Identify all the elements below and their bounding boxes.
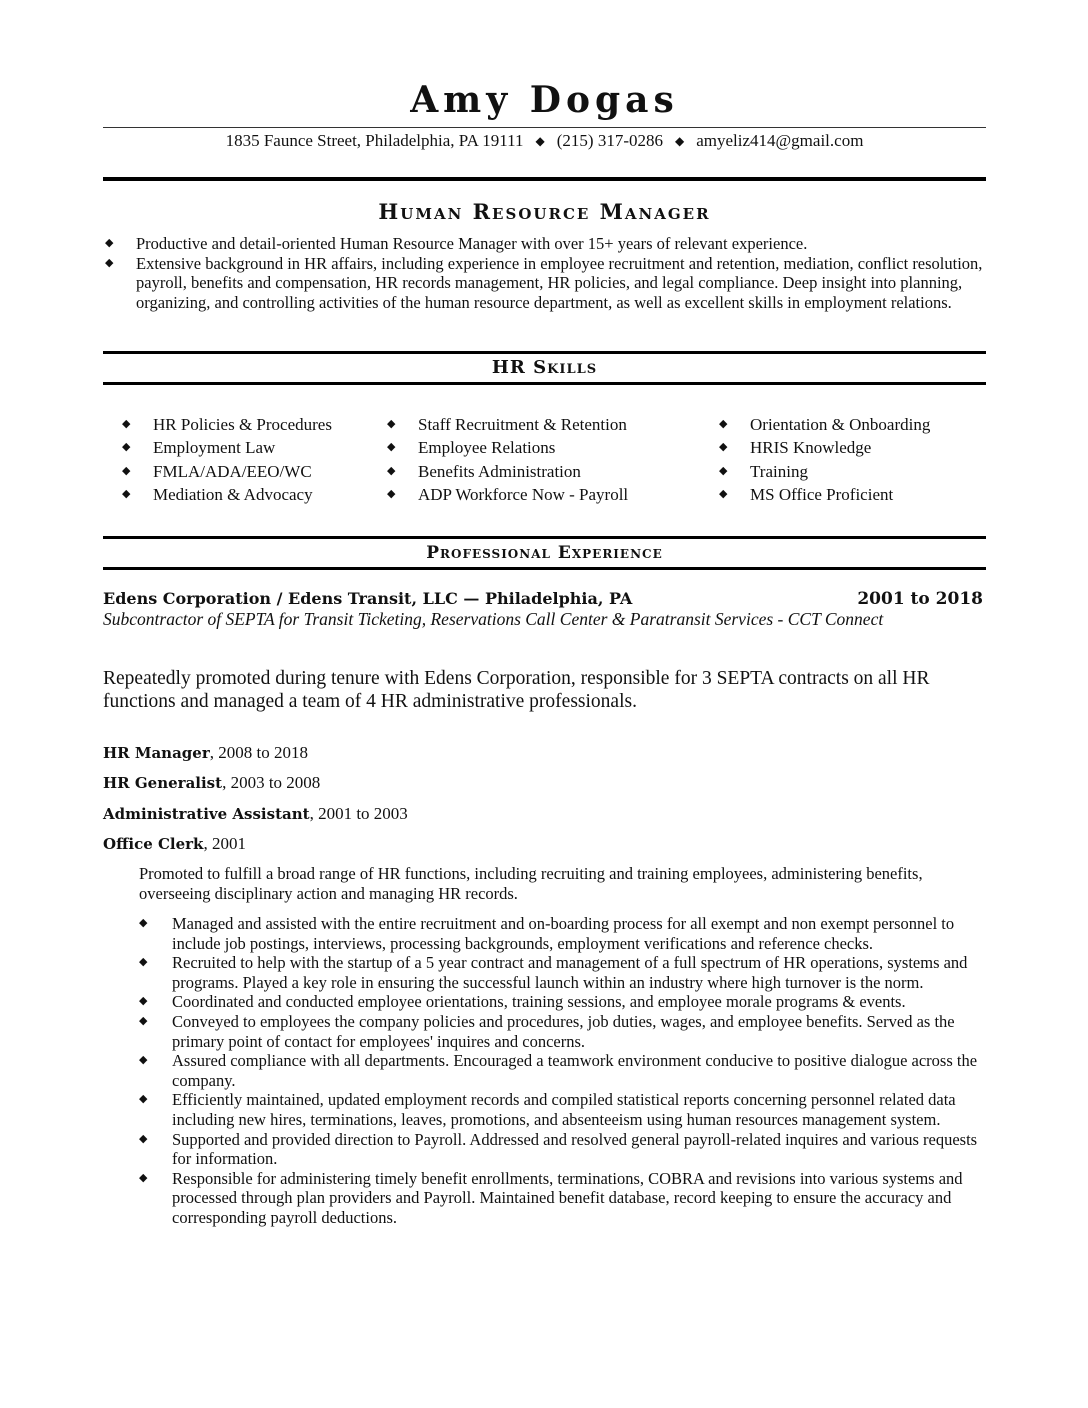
skill-item: ◆ Benefits Administration [387, 460, 628, 483]
summary-title: Human Resource Manager [378, 199, 711, 224]
phone: (215) 317-0286 [556, 131, 663, 150]
diamond-icon: ◆ [674, 134, 685, 148]
duty-bullet: ◆ Supported and provided direction to Payroll. Addressed and resolved general payroll-related inquires and various requests for information. [139, 1129, 978, 1169]
role-period: , 2001 to 2003 [309, 804, 408, 823]
diamond-icon: ◆ [122, 464, 131, 477]
promotion-summary: Promoted to fulfill a broad range of HR functions, including recruiting and training employees, administering benefits, overseeing disciplinary action and managing HR records. [139, 864, 923, 903]
diamond-icon: ◆ [387, 487, 396, 500]
diamond-icon: ◆ [139, 1054, 148, 1067]
duty-bullet: ◆ Coordinated and conducted employee orientations, training sessions, and employee morale programs & events. [139, 992, 906, 1012]
role-title: Office Clerk [103, 835, 204, 853]
summary-list [103, 234, 986, 312]
diamond-icon: ◆ [719, 441, 728, 454]
diamond-icon: ◆ [719, 487, 728, 500]
skill-item: ◆ HRIS Knowledge [719, 436, 930, 459]
company-header [103, 588, 983, 610]
diamond-icon: ◆ [387, 464, 396, 477]
role-entry [103, 833, 246, 855]
skill-item: ◆ MS Office Proficient [719, 483, 930, 506]
diamond-icon: ◆ [139, 917, 148, 929]
employment-dates: 2001 to 2018 [857, 589, 983, 609]
diamond-icon: ◆ [139, 1014, 148, 1027]
diamond-icon: ◆ [387, 441, 396, 454]
diamond-icon: ◆ [139, 1093, 148, 1106]
role-period: , 2008 to 2018 [209, 743, 308, 762]
diamond-icon: ◆ [105, 237, 114, 249]
diamond-icon: ◆ [387, 418, 396, 430]
summary-bullet: ◆ Extensive background in HR affairs, including experience in employee recruitment and retention, mediation, conflict resolution, payroll, benefits and compensation, HR records management, HR policies, and legal compliance. Deep insight into planning, organizing, and controlling activities of the human resource department, as well as excellent skills in employment relations. [105, 253, 983, 312]
skills-column [122, 413, 332, 506]
skill-item: ◆ Employment Law [122, 436, 332, 459]
duties-list [137, 914, 987, 1228]
diamond-icon: ◆ [122, 441, 131, 454]
skills-column [719, 413, 930, 506]
skill-item: ◆ HR Policies & Procedures [122, 413, 332, 436]
email-link[interactable]: amyeliz414@gmail.com [696, 131, 864, 150]
role-entry [103, 742, 308, 764]
role-title: Administrative Assistant [103, 805, 310, 823]
role-title: HR Generalist [103, 774, 223, 792]
contact-line [103, 130, 986, 153]
divider [103, 127, 986, 128]
duty-bullet: ◆ Recruited to help with the startup of a 5 year contract and management of a full spectrum of HR operations, systems and programs. Played a key role in ensuring the successful launch within an industry where high turnover is the norm. [139, 953, 968, 992]
diamond-icon: ◆ [139, 1171, 148, 1184]
skill-item: ◆ Orientation & Onboarding [719, 413, 930, 436]
role-entry [103, 772, 320, 794]
divider [103, 351, 986, 354]
role-period: , 2001 [203, 834, 246, 853]
company-description: Subcontractor of SEPTA for Transit Ticketing, Reservations Call Center & Paratransit Services - CCT Connect [103, 609, 884, 629]
divider [103, 382, 986, 385]
diamond-icon: ◆ [719, 464, 728, 477]
diamond-icon: ◆ [122, 418, 131, 430]
summary-bullet: ◆ Productive and detail-oriented Human Resource Manager with over 15+ years of relevant experience. [105, 234, 808, 253]
role-period: , 2003 to 2008 [222, 773, 321, 792]
experience-intro: Repeatedly promoted during tenure with Edens Corporation, responsible for 3 SEPTA contracts on all HR functions and managed a team of 4 HR administrative professionals. [103, 668, 930, 712]
duty-bullet: ◆ Efficiently maintained, updated employment records and compiled statistical reports concerning personnel related data including new hires, terminations, leaves, promotions, and absenteeism using human resources management system. [139, 1090, 956, 1129]
skills-title: HR Skills [491, 357, 598, 378]
diamond-icon: ◆ [535, 134, 545, 148]
divider [103, 536, 986, 539]
diamond-icon: ◆ [105, 256, 114, 269]
divider [103, 567, 986, 570]
duty-bullet: ◆ Responsible for administering timely benefit enrollments, terminations, COBRA and revisions into various systems and processed through plan providers and Payroll. Maintained benefit database, record keeping to ensure the accuracy and corresponding payroll deductions. [139, 1168, 963, 1227]
divider [103, 177, 986, 181]
experience-title: Professional Experience [426, 543, 663, 563]
diamond-icon: ◆ [719, 418, 728, 430]
diamond-icon: ◆ [139, 995, 148, 1008]
role-title: HR Manager [103, 744, 210, 762]
skill-item: ◆ FMLA/ADA/EEO/WC [122, 460, 332, 483]
duty-bullet: ◆ Managed and assisted with the entire recruitment and on-boarding process for all exempt and non exempt personnel to include job postings, interviews, processing backgrounds, employment verifications and reference checks. [139, 914, 955, 953]
skill-item: ◆ ADP Workforce Now - Payroll [387, 483, 628, 506]
candidate-name: Amy Dogas [410, 79, 679, 121]
skill-item: ◆ Mediation & Advocacy [122, 483, 332, 506]
skill-item: ◆ Training [719, 460, 930, 483]
company-name: Edens Corporation / Edens Transit, LLC — Philadelphia, PA [103, 589, 633, 608]
diamond-icon: ◆ [139, 1132, 148, 1145]
duty-bullet: ◆ Conveyed to employees the company policies and procedures, job duties, wages, and employee benefits. Served as the primary point of contact for employees' inquires and concerns. [139, 1011, 955, 1051]
skills-column [387, 413, 628, 506]
diamond-icon: ◆ [122, 487, 131, 500]
skill-item: ◆ Employee Relations [387, 436, 628, 459]
duty-bullet: ◆ Assured compliance with all departments. Encouraged a teamwork environment conducive to positive dialogue across the company. [139, 1051, 978, 1090]
address: 1835 Faunce Street, Philadelphia, PA 19111 [225, 131, 524, 150]
diamond-icon: ◆ [139, 956, 148, 969]
role-entry [103, 803, 408, 825]
skill-item: ◆ Staff Recruitment & Retention [387, 413, 628, 436]
